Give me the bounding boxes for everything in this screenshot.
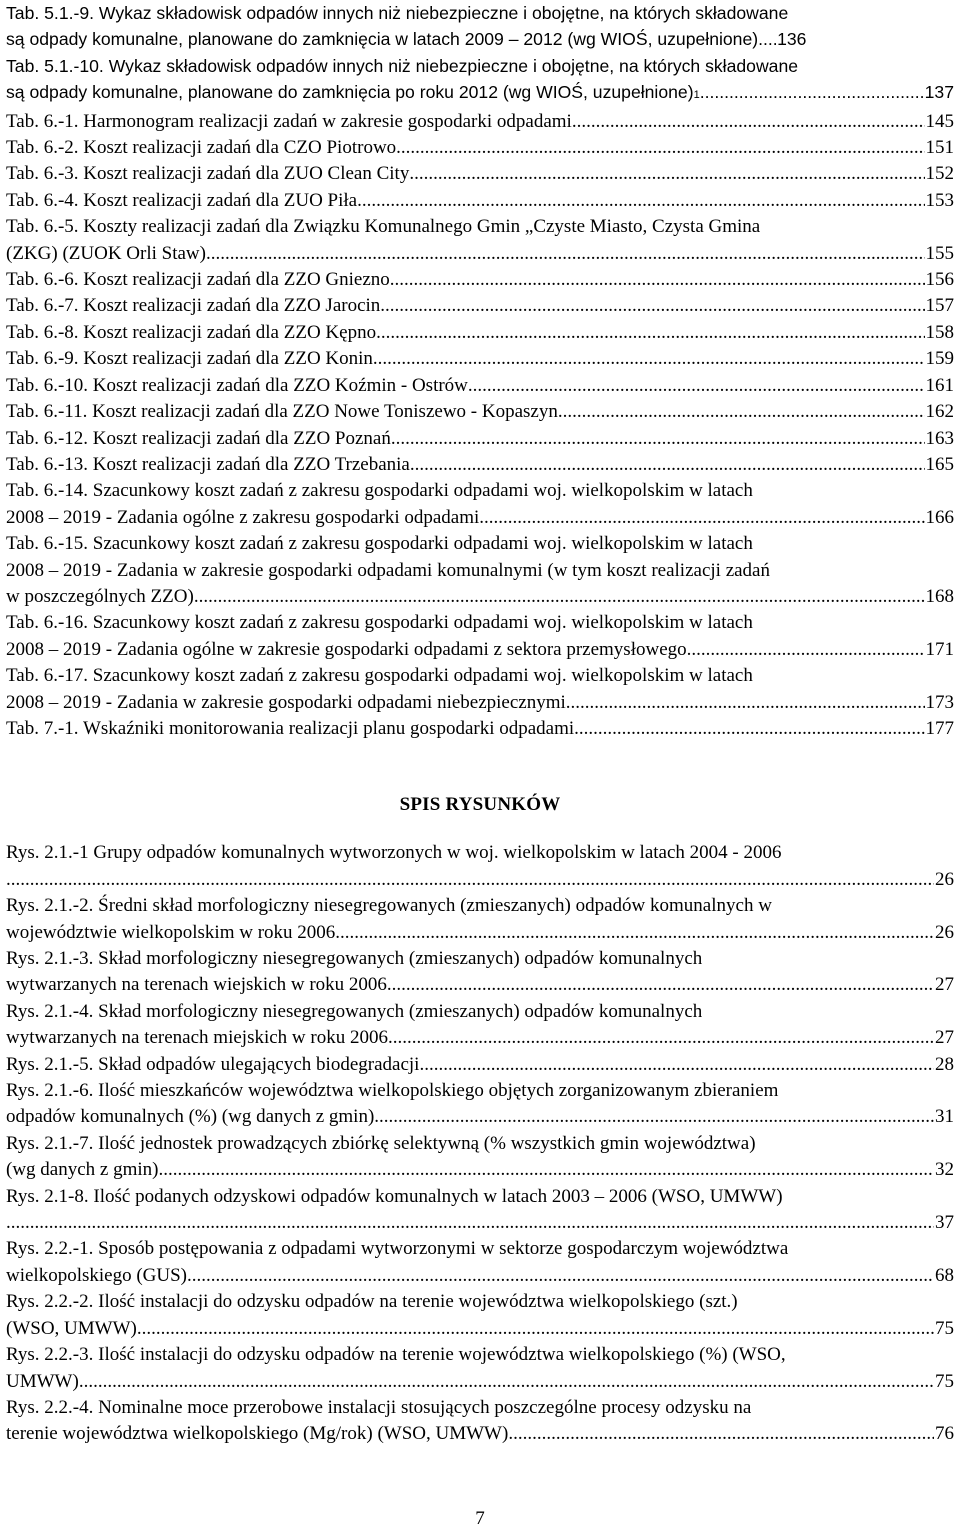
entry-text-line: Tab. 6.-2. Koszt realizacji zadań dla CZO Piotrowo [6,137,397,159]
entry-page-number: 158 [925,321,954,343]
dot-leader [206,241,925,267]
entry-page-number: 28 [935,1053,954,1075]
entry-text-line: wielkopolskiego (GUS) [6,1264,188,1286]
entry-text-line: Rys. 2.2.-3. Ilość instalacji do odzysku odpadów na terenie województwa wielkopolskiego (%) (WSO, [6,1344,786,1366]
entry-page-number: 162 [925,401,954,423]
entry-text-line: Tab. 6.-6. Koszt realizacji zadań dla ZZO Gniezno [6,269,390,291]
table-entry[interactable] [6,716,954,742]
table-entry[interactable] [6,373,954,399]
dot-leader [387,972,934,998]
table-entry[interactable] [6,161,954,187]
entry-text-line: Tab. 6.-17. Szacunkowy koszt zadań z zakresu gospodarki odpadami woj. wielkopolskim w latach [6,665,753,687]
dot-leader [390,267,925,293]
figure-entry[interactable] [6,999,954,1052]
entry-page-number: 137 [924,82,954,103]
entry-text-line: Rys. 2.2.-4. Nominalne moce przerobowe instalacji stosujących poszczególne procesy odzysku na [6,1396,752,1418]
figures-heading: SPIS RYSUNKÓW [399,794,561,816]
entry-page-number: 163 [925,427,954,449]
dot-leader [6,867,934,893]
entry-text-line: 2008 – 2019 - Zadania ogólne w zakresie gospodarki odpadami z sektora przemysłowego [6,638,687,660]
entry-page-number: 161 [925,374,954,396]
entry-text-line: (WSO, UMWW) [6,1317,137,1339]
entry-page-number: 155 [925,242,954,264]
entry-page-number: 27 [935,1027,954,1049]
entry-page-number: 171 [925,638,954,660]
page-number: 7 [475,1508,485,1529]
dot-leader [700,79,924,105]
table-entry[interactable] [6,346,954,372]
entry-page-number: 27 [935,974,954,996]
dot-leader [137,1316,934,1342]
entry-page-number: 37 [935,1212,954,1234]
entry-text-line: Tab. 6.-12. Koszt realizacji zadań dla ZZO Poznań [6,427,391,449]
dot-leader [388,1025,934,1051]
dot-leader [419,1052,934,1078]
dot-leader [410,452,925,478]
dot-leader [380,293,924,319]
list-of-tables [6,0,954,742]
table-entry[interactable] [6,135,954,161]
entry-text-line: Tab. 6.-8. Koszt realizacji zadań dla ZZO Kępno [6,321,377,343]
entry-text-line: Tab. 7.-1. Wskaźniki monitorowania realizacji planu gospodarki odpadami [6,717,575,739]
entry-page-number: 26 [935,921,954,943]
entry-text-line: Rys. 2.2.-1. Sposób postępowania z odpadami wytworzonymi w sektorze gospodarczym województwa [6,1238,789,1260]
entry-page-number: 153 [925,189,954,211]
dot-leader [558,399,925,425]
dot-leader [158,1157,934,1183]
entry-text-line: Rys. 2.1.-3. Skład morfologiczny niesegregowanych (zmieszanych) odpadów komunalnych [6,948,703,969]
entry-text-line: (wg danych z gmin) [6,1159,159,1181]
entry-text-line: Rys. 2.1.-1 Grupy odpadów komunalnych wytworzonych w woj. wielkopolskim w latach 2004 - 2006 [6,842,782,864]
table-entry[interactable] [6,53,954,109]
footnote-marker: 1 [693,89,700,102]
entry-page-number: 157 [925,295,954,317]
entry-text-line: Tab. 6.-9. Koszt realizacji zadań dla ZZO Konin [6,348,373,370]
entry-text-line: terenie województwa wielkopolskiego (Mg/rok) (WSO, UMWW) [6,1423,509,1445]
entry-text-line: Tab. 6.-16. Szacunkowy koszt zadań z zakresu gospodarki odpadami woj. wielkopolskim w latach [6,612,753,634]
entry-text-line: wytwarzanych na terenach miejskich w roku 2006 [6,1027,388,1049]
dot-leader [409,161,924,187]
entry-page-number: 165 [925,453,954,475]
entry-page-number: 136 [777,29,807,50]
entry-text-line: 2008 – 2019 - Zadania ogólne z zakresu gospodarki odpadami [6,506,480,528]
figure-entry[interactable] [6,1236,954,1289]
entry-page-number: 166 [925,506,954,528]
entry-text-line: Tab. 6.-13. Koszt realizacji zadań dla ZZO Trzebania [6,453,410,475]
table-entry[interactable] [6,293,954,319]
entry-text-line: Rys. 2.1.-2. Średni skład morfologiczny niesegregowanych (zmieszanych) odpadów komunalnych w [6,895,772,917]
dot-leader [574,716,924,742]
entry-text-line: Tab. 6.-1. Harmonogram realizacji zadań w zakresie gospodarki odpadami [6,110,572,132]
table-entry[interactable] [6,663,954,716]
entry-page-number: 177 [925,717,954,739]
entry-text-line: Tab. 6.-15. Szacunkowy koszt zadań z zakresu gospodarki odpadami woj. wielkopolskim w latach [6,533,753,555]
document-page [6,0,954,1448]
table-entry[interactable] [6,426,954,452]
figure-entry[interactable] [6,1078,954,1131]
entry-text-line: Tab. 5.1.-10. Wykaz składowisk odpadów innych niż niebezpieczne i obojętne, na których składowane [6,55,799,76]
entry-text-line: Tab. 6.-4. Koszt realizacji zadań dla ZUO Piła [6,189,358,211]
dot-leader [479,505,924,531]
entry-text-line: Rys. 2.1-8. Ilość podanych odzyskowi odpadów komunalnych w latach 2003 – 2006 (WSO, UMWW) [6,1185,783,1207]
entry-text-line: Tab. 6.-3. Koszt realizacji zadań dla ZUO Clean City [6,163,410,185]
entry-text-line: Tab. 5.1.-9. Wykaz składowisk odpadów innych niż niebezpieczne i obojętne, na których składowane [6,3,789,23]
table-entry[interactable] [6,0,954,53]
entry-page-number: 159 [925,348,954,370]
dot-leader [687,637,925,663]
figure-entry[interactable] [6,1131,954,1184]
dot-leader [396,135,924,161]
figure-entry[interactable] [6,946,954,999]
dot-leader [374,1104,934,1130]
table-entry[interactable] [6,610,954,663]
table-entry[interactable] [6,188,954,214]
entry-page-number: 151 [925,137,954,159]
figure-entry[interactable] [6,840,954,893]
entry-page-number: 173 [925,691,954,713]
dot-leader [6,1210,934,1236]
dot-leader [376,320,924,346]
entry-text-line: odpadów komunalnych (%) (wg danych z gmin) [6,1106,375,1128]
figure-entry[interactable] [6,1052,954,1078]
entry-text-line: Tab. 6.-14. Szacunkowy koszt zadań z zakresu gospodarki odpadami woj. wielkopolskim w latach [6,480,753,502]
table-entry[interactable] [6,399,954,425]
dot-leader [373,346,925,372]
figure-entry[interactable] [6,1184,954,1237]
dot-leader [335,920,934,946]
dot-leader [194,584,925,610]
dot-leader [357,188,924,214]
table-entry[interactable] [6,452,954,478]
entry-text-line: (ZKG) (ZUOK Orli Staw) [6,242,206,264]
entry-page-number: 31 [935,1106,954,1128]
entry-page-number: 152 [925,163,954,185]
entry-text-line: 2008 – 2019 - Zadania w zakresie gospodarki odpadami komunalnymi (w tym koszt realizacji zadań [6,559,770,581]
entry-text-line: UMWW) [6,1370,79,1392]
table-entry[interactable] [6,214,954,267]
entry-page-number: 156 [925,269,954,291]
dot-leader [758,26,776,52]
entry-page-number: 145 [925,110,954,132]
table-entry[interactable] [6,320,954,346]
entry-text-line: Rys. 2.2.-2. Ilość instalacji do odzysku odpadów na terenie województwa wielkopolskiego (szt.) [6,1291,738,1313]
dot-leader [468,373,925,399]
entry-text-line: Tab. 6.-7. Koszt realizacji zadań dla ZZO Jarocin [6,295,381,317]
entry-text-line: wytwarzanych na terenach wiejskich w roku 2006 [6,974,387,996]
entry-page-number: 32 [935,1159,954,1181]
entry-page-number: 26 [935,868,954,890]
entry-text-line: Rys. 2.1.-6. Ilość mieszkańców województwa wielkopolskiego objętych zorganizowanym zbieraniem [6,1080,779,1102]
figure-entry[interactable] [6,1342,954,1395]
dot-leader [79,1369,934,1395]
entry-page-number: 168 [925,585,954,607]
figure-entry[interactable] [6,1289,954,1342]
table-entry[interactable] [6,478,954,531]
entry-text-line: są odpady komunalne, planowane do zamknięcia w latach 2009 – 2012 (wg WIOŚ, uzupełnione) [6,29,759,50]
figure-entry[interactable] [6,1395,954,1448]
entry-text-line: Tab. 6.-11. Koszt realizacji zadań dla ZZO Nowe Toniszewo - Kopaszyn [6,401,558,423]
entry-page-number: 75 [935,1370,954,1392]
table-entry[interactable] [6,531,954,610]
entry-text-line: Tab. 6.-5. Koszty realizacji zadań dla Związku Komunalnego Gmin „Czyste Miasto, Czysta Gmina [6,216,761,238]
entry-text-line: 2008 – 2019 - Zadania w zakresie gospodarki odpadami niebezpiecznymi [6,691,566,713]
entry-text-line: w poszczególnych ZZO) [6,585,194,607]
dot-leader [508,1421,934,1447]
dot-leader [187,1263,934,1289]
entry-text-line: Rys. 2.1.-7. Ilość jednostek prowadzących zbiórkę selektywną (% wszystkich gmin województwa) [6,1132,756,1154]
figure-entry[interactable] [6,893,954,946]
table-entry[interactable] [6,109,954,135]
entry-text-line: Rys. 2.1.-4. Skład morfologiczny niesegregowanych (zmieszanych) odpadów komunalnych [6,1000,703,1022]
entry-page-number: 68 [935,1264,954,1286]
table-entry[interactable] [6,267,954,293]
entry-page-number: 76 [935,1423,954,1445]
entry-text-line: Rys. 2.1.-5. Skład odpadów ulegających biodegradacji [6,1053,420,1075]
dot-leader [566,690,925,716]
list-of-figures [6,840,954,1447]
dot-leader [572,109,925,135]
entry-text-line: są odpady komunalne, planowane do zamknięcia po roku 2012 (wg WIOŚ, uzupełnione) [6,82,694,103]
dot-leader [391,426,925,452]
entry-page-number: 75 [935,1317,954,1339]
entry-text-line: województwie wielkopolskim w roku 2006 [6,921,336,943]
entry-text-line: Tab. 6.-10. Koszt realizacji zadań dla ZZO Koźmin - Ostrów [6,374,468,396]
